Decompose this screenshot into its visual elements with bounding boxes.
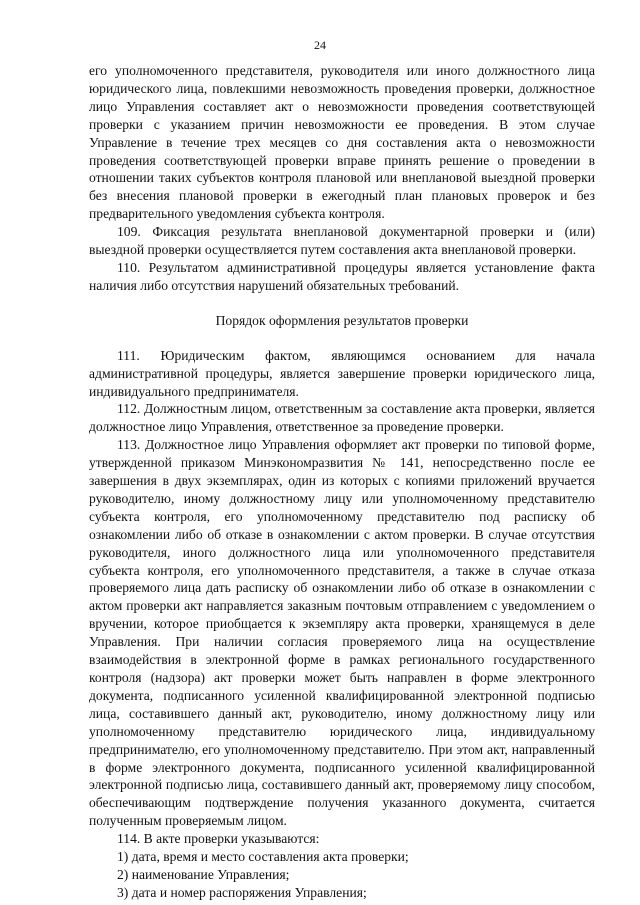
paragraph-114: 114. В акте проверки указываются: (117, 831, 320, 847)
section-heading: Порядок оформления результатов проверки (215, 312, 469, 328)
document-body (89, 62, 595, 902)
paragraph-110: 110. Результатом административной процедуры является установление факта наличия либо отсутствия нарушений обязательных требований. (89, 259, 595, 293)
paragraph-continued: его уполномоченного представителя, руководителя или иного должностного лица юридического лица, повлекшими невозможность проведения проверки, должностное лицо Управления составляет акт о невозможности проведения соответствующей проверки с указанием причин невозможности ее проведения. В этом случае Управление в течение трех месяцев со дня составления акта о невозможности проведения соответствующей проверки вправе принять решение о проведении в отношении таких субъектов контроля плановой или внеплановой выездной проверки без внесения плановой проверки в ежегодный план плановых проверок и без предварительного уведомления субъекта контроля. (89, 63, 595, 222)
paragraph-113: 113. Должностное лицо Управления оформляет акт проверки по типовой форме, утвержденной приказом Минэкономразвития № 141, непосредственно после ее завершения в двух экземплярах, один из которых с копиями приложений вручается руководителю, иному должностному лицу или уполномоченному представителю субъекта контроля, его уполномоченному представителю под расписку об ознакомлении либо об отказе в ознакомлении с актом проверки. В случае отсутствия руководителя, иного должностного лица или уполномоченного представителя субъекта контроля, его уполномоченного представителя, а также в случае отказа проверяемого лица дать расписку об ознакомлении либо об отказе в ознакомлении с актом проверки акт направляется заказным почтовым отправлением с уведомлением о вручении, которое приобщается к экземпляру акта проверки, хранящемуся в деле Управления. При наличии согласия проверяемого лица на осуществление взаимодействия в электронной форме в рамках регионального государственного контроля (надзора) акт проверки может быть направлен в форме электронного документа, подписанного усиленной квалифицированной электронной подписью лица, составившего данный акт, руководителю, иному должностному лицу или уполномоченному представителю юридического лица, индивидуальному предпринимателю, его уполномоченному представителю. При этом акт, направленный в форме электронного документа, подписанного усиленной квалифицированной электронной подписью лица, составившего данный акт, проверяемому лицу способом, обеспечивающим подтверждение получения указанного документа, считается полученным проверяемым лицом. (89, 437, 595, 829)
paragraph-109: 109. Фиксация результата внеплановой документарной проверки и (или) выездной проверки осуществляется путем составления акта внеплановой проверки. (89, 224, 595, 258)
paragraph-112: 112. Должностным лицом, ответственным за составление акта проверки, является должностное лицо Управления, ответственное за проведение проверки. (89, 401, 595, 435)
page-number: 24 (314, 38, 326, 52)
list-item-2: 2) наименование Управления; (117, 866, 290, 882)
list-item-1: 1) дата, время и место составления акта проверки; (117, 849, 409, 865)
paragraph-111: 111. Юридическим фактом, являющимся основанием для начала административной процедуры, является завершение проверки юридического лица, индивидуального предпринимателя. (89, 347, 595, 399)
list-item-3: 3) дата и номер распоряжения Управления; (117, 884, 367, 900)
